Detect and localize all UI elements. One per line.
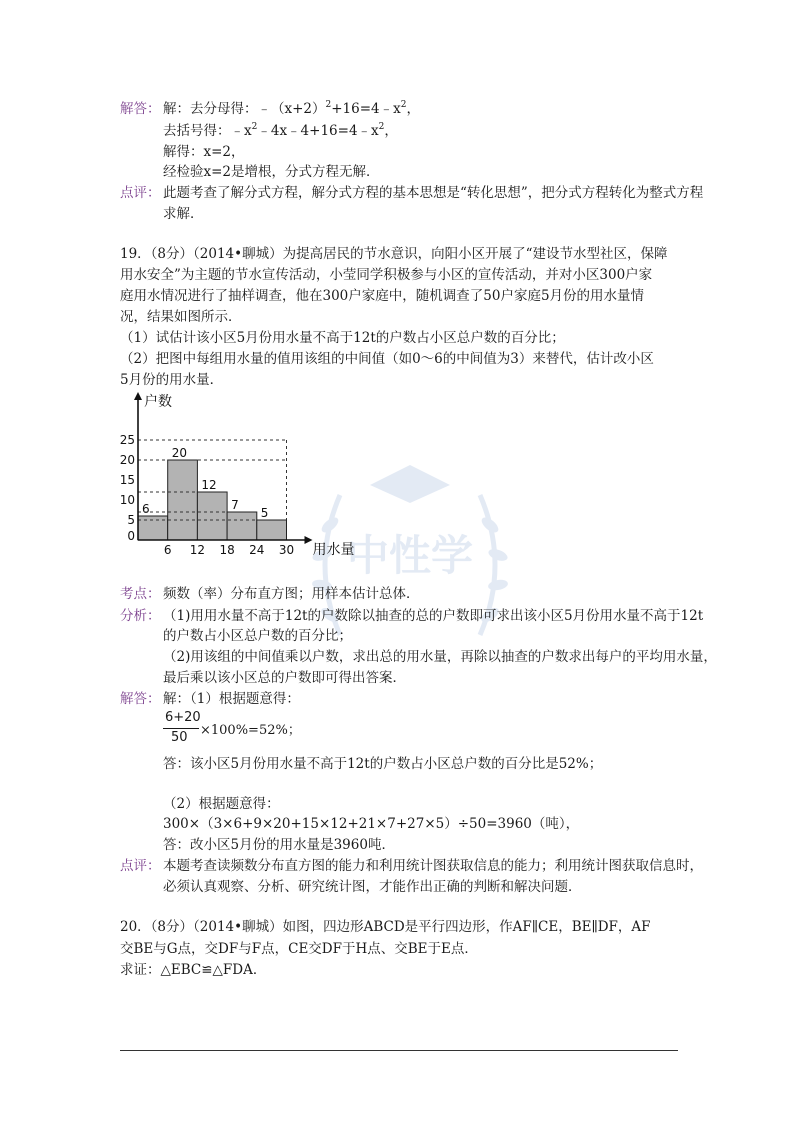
q19-ans1: 解：（1）根据题意得： — [163, 691, 300, 707]
fraction-numerator: 6+20 — [165, 710, 201, 725]
q19-ans5: 答：改小区5月份的用水量是3960吨． — [163, 837, 395, 853]
y-axis-title: 户数 — [144, 394, 172, 410]
watermark-text: 中性学 — [346, 531, 474, 580]
label-comment-18: 点评： — [120, 185, 161, 201]
y-tick-label: 5 — [127, 513, 135, 527]
y-tick-label: 20 — [119, 453, 135, 467]
bar-value-label: 12 — [201, 478, 217, 492]
bar-value-label: 5 — [260, 506, 269, 520]
q20-stem2: 交BE与G点，交DF与F点，CE交DF于H点、交BE于E点． — [120, 941, 478, 957]
x-tick-label: 6 — [163, 543, 172, 557]
fraction-bar — [163, 728, 199, 729]
label-point-19: 考点： — [120, 586, 161, 602]
q18-line3: 解得：x=2， — [163, 144, 245, 160]
label-analysis-19: 分析： — [120, 608, 161, 624]
q19-analysis3: （2)用该组的中间值乘以户数，求出总的用水量，再除以抽查的户数求出每户的平均用水量， — [163, 649, 717, 665]
q19-ans4: 300×（3×6+9×20+15×12+21×7+27×5）÷50=3960（吨）， — [163, 816, 580, 832]
q19-ans3: （2）根据题意得： — [163, 796, 280, 812]
q19-stem2: 用水安全”为主题的节水宣传活动，小莹同学积极参与小区的宣传活动，并对小区300户家 — [120, 267, 653, 283]
bar-value-label: 7 — [231, 498, 239, 512]
q19-point: 频数（率）分布直方图；用样本估计总体． — [163, 586, 420, 602]
histogram-chart — [116, 390, 376, 560]
y-axis-arrow — [134, 392, 142, 400]
q20-stem3: 求证：△EBC≌△FDA． — [120, 962, 267, 978]
label-answer-19: 解答： — [120, 691, 161, 707]
q19-part2: （2）把图中每组用水量的值用该组的中间值（如0～6的中间值为3）来替代，估计改小区 — [120, 351, 654, 367]
histogram-bar — [227, 512, 257, 540]
x-tick-label: 30 — [278, 543, 295, 557]
q19-part1: （1）试估计该小区5月份用水量不高于12t的户数占小区总户数的百分比； — [120, 330, 565, 346]
q19-analysis2: 的户数占小区总户数的百分比； — [163, 628, 352, 644]
q19-part3: 5月份的用水量． — [120, 372, 224, 388]
x-tick-label: 12 — [189, 543, 206, 557]
fraction-expression — [163, 710, 303, 750]
q18-line1: 解：去分母得：$﹣(x+2)^2+16=4﹣x^2$， — [163, 100, 420, 117]
label-answer-18: 解答： — [120, 101, 161, 117]
histogram-bar — [168, 460, 198, 540]
footer-rule — [120, 1050, 678, 1051]
y-tick-label: 15 — [119, 473, 135, 487]
x-tick-label: 18 — [219, 543, 235, 557]
x-axis-title: 用水量 — [312, 542, 355, 558]
x-tick-label: 24 — [249, 543, 265, 557]
q18-line2: 去括号得：$﹣x^2﹣4x﹣4+16=4﹣x^2$， — [163, 122, 398, 139]
fraction-rest: ×100%=52%； — [200, 723, 301, 738]
q18-comment1: 此题考查了解分式方程，解分式方程的基本思想是“转化思想”，把分式方程转化为整式方程 — [163, 185, 704, 201]
histogram-bar — [197, 492, 227, 540]
q19-stem1: 19．（8分）（2014•聊城）为提高居民的节水意识，向阳小区开展了“建设节水型社区，保障 — [120, 246, 668, 262]
q20-stem1: 20．（8分）（2014•聊城）如图，四边形ABCD是平行四边形，作AF∥CE，BE∥DF，AF — [120, 919, 651, 935]
q18-line4: 经检验x=2是增根，分式方程无解． — [163, 164, 380, 180]
bar-value-label: 20 — [171, 446, 187, 460]
label-comment-19: 点评： — [120, 858, 161, 874]
q19-analysis4: 最后乘以该小区总的户数即可得出答案． — [163, 670, 406, 686]
y-tick-label: 0 — [127, 529, 135, 543]
q19-stem3: 庭用水情况进行了抽样调查，他在300户家庭中，随机调查了50户家庭5月份的用水量情 — [120, 288, 645, 304]
q19-comment1: 本题考查读频数分布直方图的能力和利用统计图获取信息的能力；利用统计图获取信息时， — [163, 858, 703, 874]
q19-comment2: 必须认真观察、分析、研究统计图，才能作出正确的判断和解决问题． — [163, 879, 582, 895]
histogram-bar — [257, 520, 287, 540]
q18-comment2: 求解． — [163, 206, 204, 222]
q19-stem4: 况，结果如图所示． — [120, 309, 242, 325]
y-tick-label: 10 — [119, 493, 135, 507]
q19-ans2: 答：该小区5月份用水量不高于12t的户数占小区总户数的百分比是52%； — [163, 756, 603, 772]
fraction-denominator: 50 — [171, 730, 188, 745]
y-tick-label: 25 — [119, 433, 135, 447]
q19-analysis1: （1)用用水量不高于12t的户数除以抽查的总的户数即可求出该小区5月份用水量不高于12t — [163, 608, 704, 624]
x-axis-arrow — [305, 536, 313, 544]
bar-value-label: 6 — [142, 502, 150, 516]
